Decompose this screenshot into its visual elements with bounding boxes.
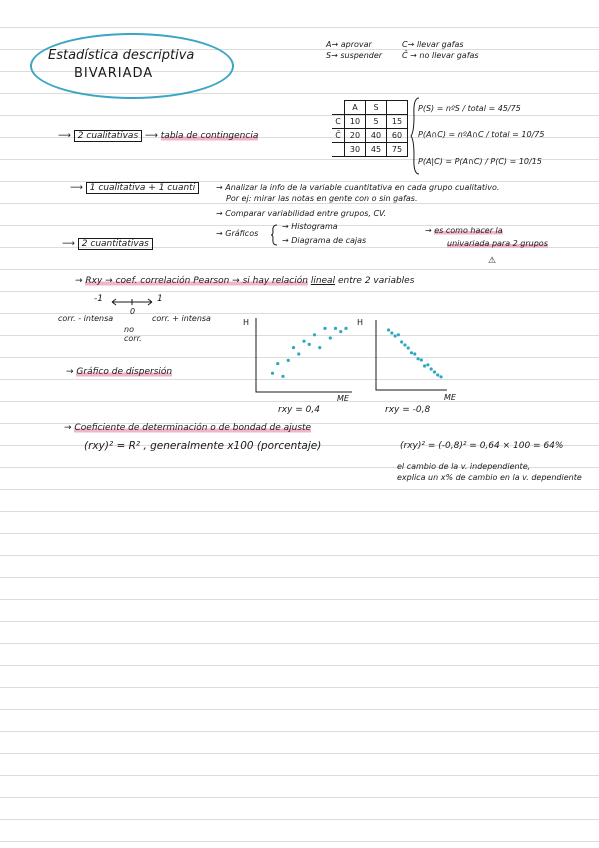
table-cell: 60 xyxy=(387,129,408,143)
arrow-icon: → xyxy=(216,229,226,238)
table-row xyxy=(332,115,408,129)
qual-label: 2 cualitativas xyxy=(74,130,142,142)
table-row-label: C̄ xyxy=(332,129,345,143)
legend-c: C→ llevar gafas xyxy=(402,40,464,49)
arrow-icon: → xyxy=(66,367,77,377)
table-row xyxy=(332,129,408,143)
page-title: Estadística descriptiva xyxy=(48,48,195,63)
scatter-point xyxy=(420,358,423,361)
table-cell: 5 xyxy=(366,115,387,129)
arrow-icon: ⟶ xyxy=(62,239,75,249)
mixed-line3-text: Comparar variabilidad entre grupos, CV. xyxy=(225,209,387,218)
scatter-point xyxy=(344,327,347,330)
graficos-text: Gráficos xyxy=(225,229,259,238)
scatter-point xyxy=(390,331,393,334)
formula-pac-cond: P(A|C) = P(A∩C) / P(C) = 10/15 xyxy=(418,157,542,166)
arrow-icon: → xyxy=(282,222,292,231)
scale-mid: 0 xyxy=(130,307,136,316)
scatter-title: Gráfico de dispersión xyxy=(76,367,173,377)
arrow-icon: → xyxy=(425,226,435,235)
scatter-title-line xyxy=(66,367,172,377)
plot-axes xyxy=(376,320,447,390)
corr-pos: corr. + intensa xyxy=(152,314,211,323)
arrow-icon: ⟶ xyxy=(58,131,71,141)
r2-title: Coeficiente de determinación o de bondad de ajuste xyxy=(74,423,312,433)
scatter-point xyxy=(416,357,419,360)
arrow-icon: → xyxy=(75,276,86,286)
plot-axes xyxy=(256,318,352,392)
legend-cbar: C̄ → no llevar gafas xyxy=(402,51,479,60)
table-cell: 15 xyxy=(387,115,408,129)
scatter-point xyxy=(410,351,413,354)
scatter-point xyxy=(302,340,305,343)
no-corr: no corr. xyxy=(124,325,142,343)
scatter-point xyxy=(313,333,316,336)
scatter-point xyxy=(329,336,332,339)
scatter-point xyxy=(323,327,326,330)
qual-arrow-text: tabla de contingencia xyxy=(160,131,259,141)
mixed-note1 xyxy=(425,226,503,235)
formula-pac: P(A∩C) = nºA∩C / total = 10/75 xyxy=(418,130,545,139)
r2-formula: (rxy)² = R² , generalmente x100 (porcentaje) xyxy=(84,440,322,452)
table-row xyxy=(332,101,408,115)
plot2-ylabel: H xyxy=(357,318,364,327)
table-row xyxy=(332,143,408,157)
scatter-point xyxy=(407,346,410,349)
note2-text: univariada para 2 grupos xyxy=(447,239,548,248)
formula-ps: P(S) = nºS / total = 45/75 xyxy=(418,104,521,113)
hist-text: Histograma xyxy=(291,222,338,231)
table-cell: 20 xyxy=(345,129,366,143)
plot2-r: rxy = -0,8 xyxy=(385,405,431,415)
mixed-hist xyxy=(282,222,338,231)
table-cell: 75 xyxy=(387,143,408,157)
mixed-graficos xyxy=(216,229,258,238)
table-cell: A xyxy=(345,101,366,115)
contingency-table xyxy=(332,100,408,157)
note1-text: es como hacer la xyxy=(434,226,503,235)
mixed-line1-text: Analizar la info de la variable cuantitativa en cada grupo cualitativo. xyxy=(225,183,500,192)
mixed-line1 xyxy=(216,183,499,192)
scatter-point xyxy=(276,362,279,365)
scatter-point xyxy=(334,327,337,330)
scale-left: -1 xyxy=(94,294,103,304)
table-cell xyxy=(387,101,408,115)
mixed-line2: Por ej: mirar las notas en gente con o sin gafas. xyxy=(226,194,418,203)
table-cell: 40 xyxy=(366,129,387,143)
scatter-point xyxy=(403,343,406,346)
arrow-icon: → xyxy=(64,423,75,433)
arrow-icon: ⟶ xyxy=(145,131,161,141)
table-cell: S xyxy=(366,101,387,115)
r2-title-line xyxy=(64,423,311,433)
scatter-point xyxy=(339,330,342,333)
table-row-label: C xyxy=(332,115,345,129)
arrow-icon: → xyxy=(282,236,292,245)
scatter-point xyxy=(387,328,390,331)
plot1-ylabel: H xyxy=(243,318,250,327)
mixed-boxplot xyxy=(282,236,366,245)
legend-a: A→ aprovar xyxy=(326,40,372,49)
scale-right: 1 xyxy=(157,294,163,304)
plot2-xlabel: ME xyxy=(444,393,456,402)
corr-neg: corr. - intensa xyxy=(58,314,114,323)
pearson-line xyxy=(75,276,414,286)
legend-s: S→ suspender xyxy=(326,51,383,60)
boxplot-text: Diagrama de cajas xyxy=(291,236,367,245)
table-cell: 10 xyxy=(345,115,366,129)
scatter-point xyxy=(397,333,400,336)
scatter-point xyxy=(413,352,416,355)
page-subtitle: BIVARIADA xyxy=(74,66,154,81)
table-cell: 30 xyxy=(345,143,366,157)
quant-label: 2 cuantitativas xyxy=(78,238,153,250)
scatter-point xyxy=(394,334,397,337)
qual-row xyxy=(58,131,258,141)
mixed-note2 xyxy=(447,239,548,248)
scatter-point xyxy=(433,370,436,373)
scatter-point xyxy=(318,346,321,349)
pearson-prefix: Rxy → coef. correlación Pearson → si hay relación xyxy=(85,276,308,286)
arrow-icon: → xyxy=(216,209,226,218)
mixed-label: 1 cualitativa + 1 cuanti xyxy=(86,182,199,194)
scatter-point xyxy=(423,364,426,367)
r2-example: (rxy)² = (-0,8)² = 0,64 × 100 = 64% xyxy=(400,441,564,451)
scatter-plot-negative xyxy=(372,318,447,394)
quant-row xyxy=(62,239,153,249)
mixed-line3 xyxy=(216,209,386,218)
pearson-suffix: entre 2 variables xyxy=(337,276,415,286)
arrow-icon: ⟶ xyxy=(70,183,83,193)
scatter-point xyxy=(292,346,295,349)
scatter-point xyxy=(400,340,403,343)
table-cell: 45 xyxy=(366,143,387,157)
scatter-point xyxy=(308,343,311,346)
scatter-plot-positive xyxy=(252,316,352,396)
table-row-label xyxy=(332,143,345,157)
scatter-point xyxy=(436,373,439,376)
r2-expl1: el cambio de la v. independiente, xyxy=(397,462,531,471)
scatter-point xyxy=(271,372,274,375)
scatter-point xyxy=(287,359,290,362)
scatter-point xyxy=(439,375,442,378)
arrow-icon: → xyxy=(216,183,226,192)
pearson-lineal: lineal xyxy=(310,276,336,286)
scatter-point xyxy=(426,363,429,366)
plot1-xlabel: ME xyxy=(337,394,349,403)
scatter-point xyxy=(430,367,433,370)
scatter-point xyxy=(281,375,284,378)
scale-arrow-icon xyxy=(110,297,154,307)
plot1-r: rxy = 0,4 xyxy=(278,405,320,415)
brace-icon xyxy=(270,224,278,246)
mixed-row xyxy=(70,183,199,193)
scatter-point xyxy=(297,352,300,355)
r2-expl2: explica un x% de cambio en la v. dependiente xyxy=(397,473,582,482)
warning-icon: ⚠ xyxy=(488,256,497,266)
